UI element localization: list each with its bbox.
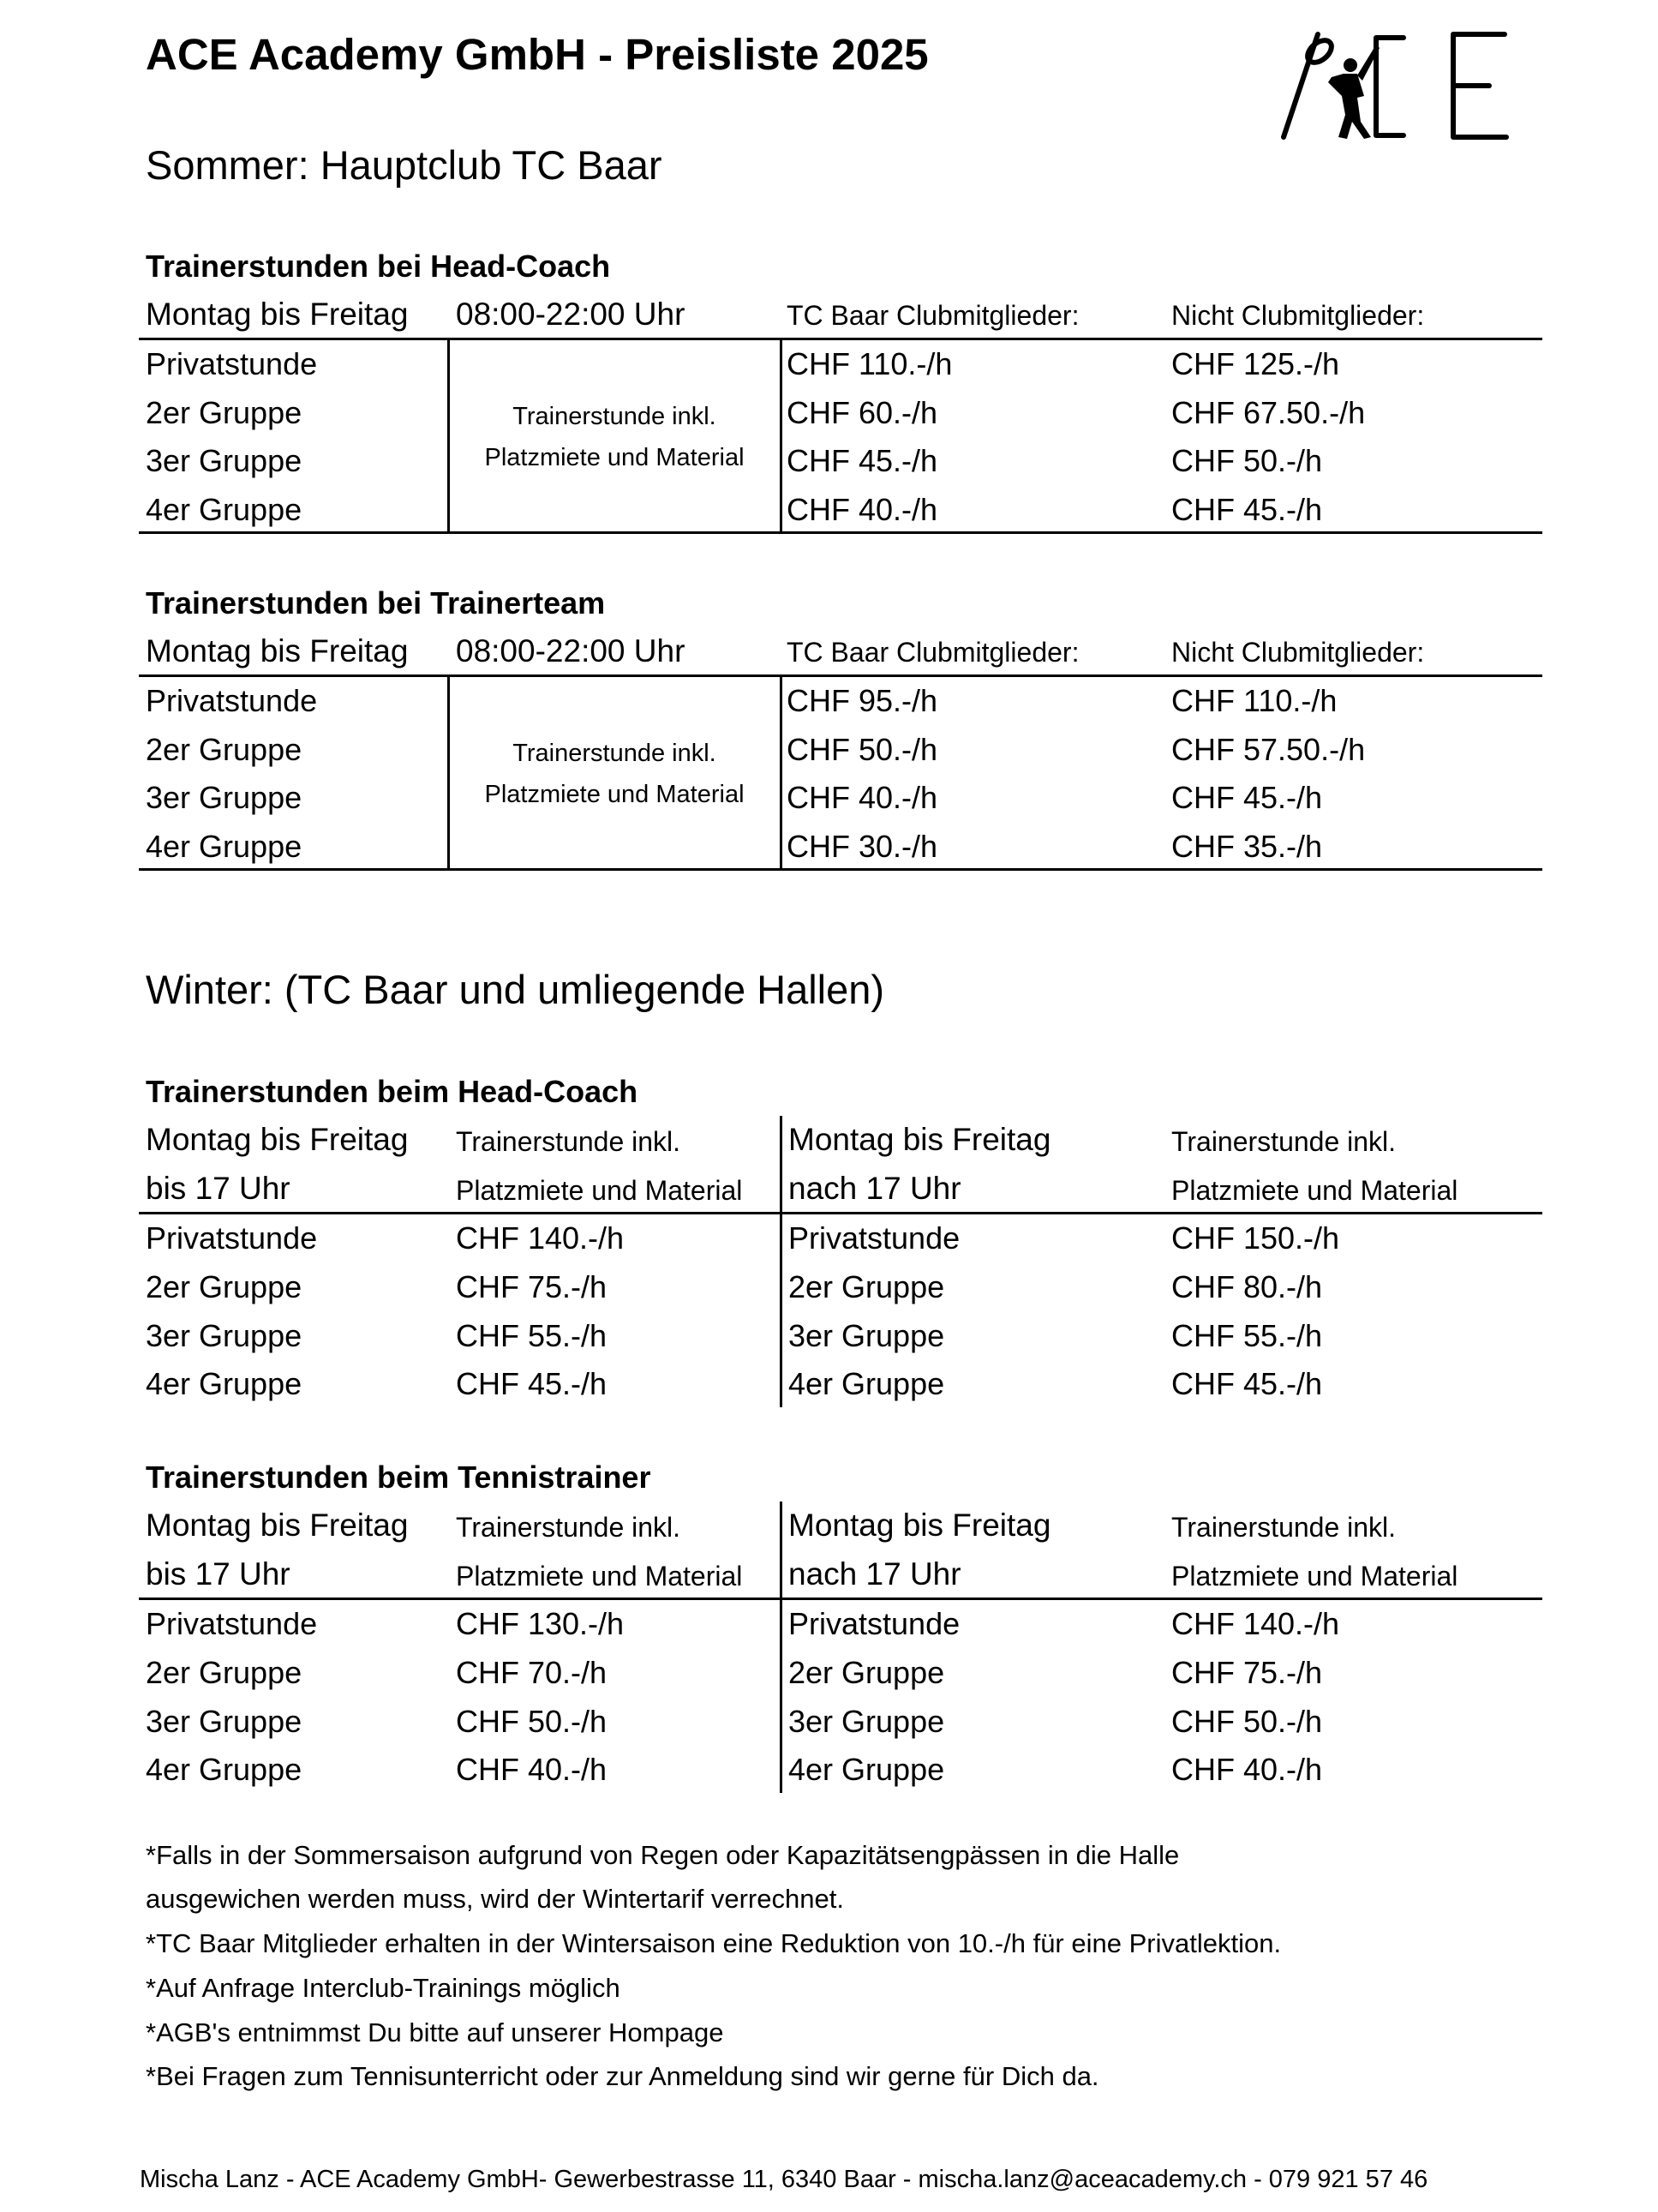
column-divider: [780, 1502, 782, 1793]
row-label-right: 2er Gruppe: [788, 1269, 945, 1304]
row-label-right: 3er Gruppe: [788, 1318, 945, 1353]
row-label: Privatstunde: [146, 346, 318, 381]
row-label-right: 4er Gruppe: [788, 1366, 945, 1401]
column-divider: [780, 676, 782, 870]
price-before-17: CHF 130.-/h: [456, 1606, 625, 1641]
row-label: 3er Gruppe: [146, 1704, 302, 1739]
member-price: CHF 110.-/h: [787, 346, 953, 381]
header-divider: [139, 1212, 1542, 1214]
note-line: Trainerstunde inkl.: [512, 403, 716, 430]
non-member-price: CHF 35.-/h: [1171, 829, 1323, 864]
price-after-17: CHF 150.-/h: [1171, 1220, 1340, 1256]
row-label: 4er Gruppe: [146, 1752, 302, 1787]
winter-heading: Winter: (TC Baar und umliegende Hallen): [146, 967, 885, 1012]
time-label: 08:00-22:00 Uhr: [456, 297, 685, 332]
note-line: Platzmiete und Material: [1171, 1561, 1458, 1592]
row-label-right: 2er Gruppe: [788, 1655, 945, 1690]
price-after-17: CHF 50.-/h: [1171, 1704, 1323, 1739]
row-label: 4er Gruppe: [146, 1366, 302, 1401]
row-label: 3er Gruppe: [146, 1318, 302, 1353]
inclusion-note: [451, 396, 778, 478]
note-line: Trainerstunde inkl.: [1171, 1126, 1397, 1157]
member-price: CHF 60.-/h: [787, 395, 938, 430]
note-line: Platzmiete und Material: [484, 781, 745, 808]
price-before-17: CHF 40.-/h: [456, 1752, 608, 1787]
price-before-17: CHF 70.-/h: [456, 1655, 608, 1690]
table-bottom-line: [139, 868, 1542, 871]
price-after-17: CHF 55.-/h: [1171, 1318, 1323, 1353]
table-title: Trainerstunden beim Head-Coach: [146, 1074, 638, 1109]
row-label-right: Privatstunde: [788, 1220, 961, 1256]
column-divider: [780, 339, 782, 533]
note-line: Trainerstunde inkl.: [512, 740, 716, 767]
table-title: Trainerstunden bei Trainerteam: [146, 585, 606, 620]
left-days-label: Montag bis Freitag: [146, 1122, 409, 1157]
member-price: CHF 40.-/h: [787, 492, 938, 527]
note-line: Platzmiete und Material: [456, 1175, 743, 1206]
member-price: CHF 45.-/h: [787, 443, 938, 478]
price-before-17: CHF 55.-/h: [456, 1318, 608, 1353]
header-divider: [139, 674, 1542, 677]
right-time-label: nach 17 Uhr: [788, 1171, 961, 1206]
non-member-price: CHF 45.-/h: [1171, 492, 1323, 527]
col-non-members: Nicht Clubmitglieder:: [1171, 637, 1425, 668]
days-label: Montag bis Freitag: [146, 297, 409, 332]
page-title: ACE Academy GmbH - Preisliste 2025: [146, 30, 929, 79]
row-label: 2er Gruppe: [146, 395, 302, 430]
header-divider: [139, 1598, 1542, 1600]
row-label: Privatstunde: [146, 683, 318, 718]
member-price: CHF 30.-/h: [787, 829, 938, 864]
price-after-17: CHF 40.-/h: [1171, 1752, 1323, 1787]
col-members: TC Baar Clubmitglieder:: [787, 300, 1080, 331]
non-member-price: CHF 125.-/h: [1171, 346, 1340, 381]
ace-logo: [1275, 26, 1515, 146]
right-days-label: Montag bis Freitag: [788, 1122, 1051, 1157]
table-title: Trainerstunden beim Tennistrainer: [146, 1460, 651, 1495]
row-label-right: Privatstunde: [788, 1606, 961, 1641]
right-days-label: Montag bis Freitag: [788, 1508, 1051, 1543]
note-line: Platzmiete und Material: [484, 444, 745, 471]
left-time-label: bis 17 Uhr: [146, 1556, 290, 1592]
row-label: 3er Gruppe: [146, 780, 302, 815]
price-after-17: CHF 140.-/h: [1171, 1606, 1340, 1641]
note-line: Platzmiete und Material: [456, 1561, 743, 1592]
summer-heading: Sommer: Hauptclub TC Baar: [146, 142, 662, 188]
price-before-17: CHF 45.-/h: [456, 1366, 608, 1401]
table-title: Trainerstunden bei Head-Coach: [146, 249, 611, 284]
inclusion-note: [451, 733, 778, 815]
time-label: 08:00-22:00 Uhr: [456, 633, 685, 668]
row-label-right: 4er Gruppe: [788, 1752, 945, 1787]
non-member-price: CHF 57.50.-/h: [1171, 732, 1366, 767]
price-before-17: CHF 140.-/h: [456, 1220, 625, 1256]
note-line: Trainerstunde inkl.: [456, 1512, 681, 1543]
price-after-17: CHF 75.-/h: [1171, 1655, 1323, 1690]
row-label: 2er Gruppe: [146, 732, 302, 767]
price-after-17: CHF 80.-/h: [1171, 1269, 1323, 1304]
row-label: Privatstunde: [146, 1220, 318, 1256]
note-item: *Bei Fragen zum Tennisunterricht oder zur Anmeldung sind wir gerne für Dich da.: [146, 2061, 1099, 2091]
member-price: CHF 40.-/h: [787, 780, 938, 815]
row-label: 2er Gruppe: [146, 1655, 302, 1690]
column-divider: [447, 676, 450, 870]
footer-contact: Mischa Lanz - ACE Academy GmbH- Gewerbestrasse 11, 6340 Baar - mischa.lanz@aceacademy.ch - 079 921 57 46: [140, 2166, 1428, 2193]
note-item: *AGB's entnimmst Du bitte auf unserer Hompage: [146, 2017, 724, 2047]
non-member-price: CHF 67.50.-/h: [1171, 395, 1366, 430]
col-non-members: Nicht Clubmitglieder:: [1171, 300, 1425, 331]
note-item: *TC Baar Mitglieder erhalten in der Wintersaison eine Reduktion von 10.-/h für eine Privatlektion.: [146, 1928, 1282, 1958]
note-line: Platzmiete und Material: [1171, 1175, 1458, 1206]
column-divider: [447, 339, 450, 533]
left-days-label: Montag bis Freitag: [146, 1508, 409, 1543]
column-divider: [780, 1116, 782, 1407]
row-label-right: 3er Gruppe: [788, 1704, 945, 1739]
table-bottom-line: [139, 531, 1542, 534]
note-line: Trainerstunde inkl.: [456, 1126, 681, 1157]
non-member-price: CHF 45.-/h: [1171, 780, 1323, 815]
note-line: Trainerstunde inkl.: [1171, 1512, 1397, 1543]
row-label: Privatstunde: [146, 1606, 318, 1641]
left-time-label: bis 17 Uhr: [146, 1171, 290, 1206]
price-before-17: CHF 50.-/h: [456, 1704, 608, 1739]
row-label: 2er Gruppe: [146, 1269, 302, 1304]
row-label: 4er Gruppe: [146, 492, 302, 527]
right-time-label: nach 17 Uhr: [788, 1556, 961, 1592]
non-member-price: CHF 110.-/h: [1171, 683, 1338, 718]
note-item: *Auf Anfrage Interclub-Trainings möglich: [146, 1973, 620, 2003]
non-member-price: CHF 50.-/h: [1171, 443, 1323, 478]
member-price: CHF 95.-/h: [787, 683, 938, 718]
price-after-17: CHF 45.-/h: [1171, 1366, 1323, 1401]
days-label: Montag bis Freitag: [146, 633, 409, 668]
header-divider: [139, 338, 1542, 340]
note-item: *Falls in der Sommersaison aufgrund von Regen oder Kapazitätsengpässen in die Halle: [146, 1840, 1180, 1870]
member-price: CHF 50.-/h: [787, 732, 938, 767]
col-members: TC Baar Clubmitglieder:: [787, 637, 1080, 668]
row-label: 4er Gruppe: [146, 829, 302, 864]
row-label: 3er Gruppe: [146, 443, 302, 478]
price-before-17: CHF 75.-/h: [456, 1269, 608, 1304]
note-item: ausgewichen werden muss, wird der Wintertarif verrechnet.: [146, 1884, 844, 1914]
